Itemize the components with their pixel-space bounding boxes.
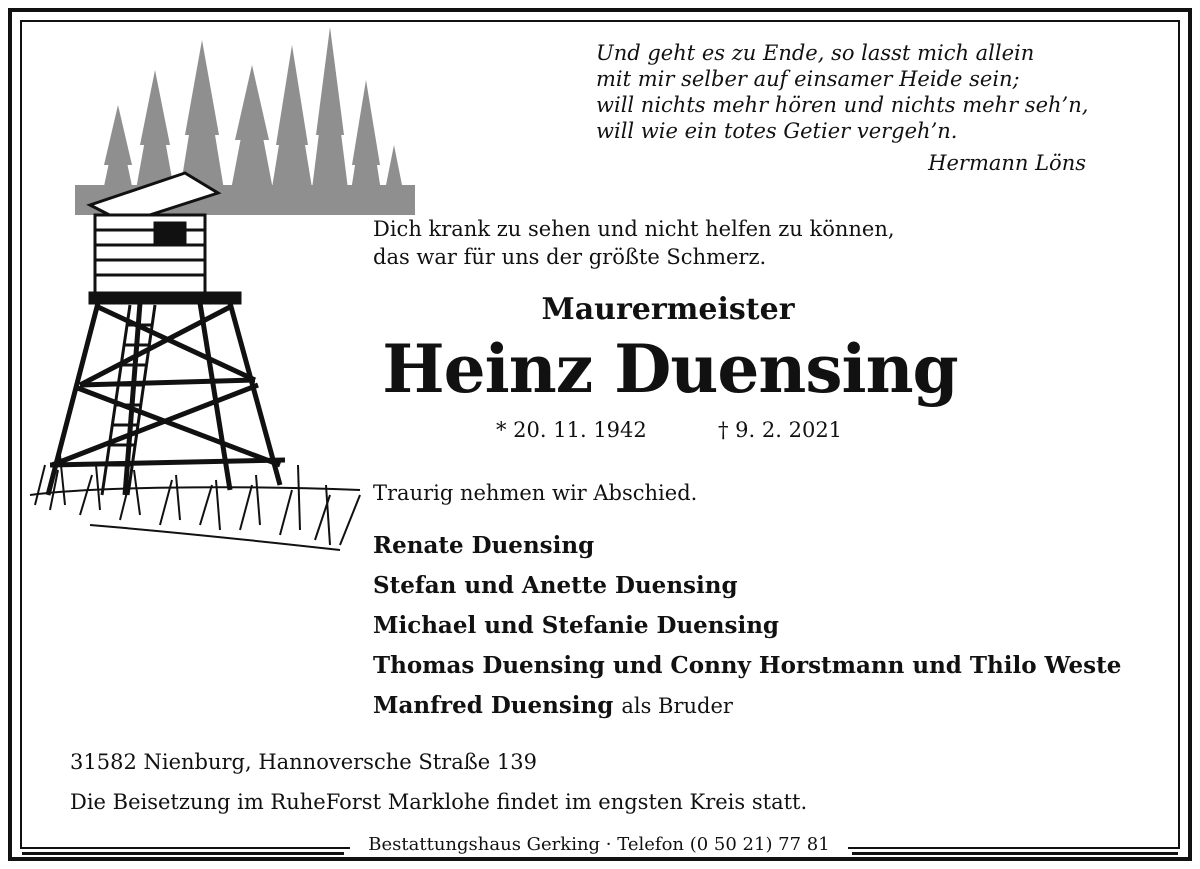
mourner-name: Manfred Duensing: [373, 692, 614, 719]
footer-divider-left: [22, 852, 344, 855]
mourners-list: [373, 526, 1121, 726]
mourner: [373, 566, 1121, 606]
mourner: [373, 526, 1121, 566]
intro-line-2: das war für uns der größte Schmerz.: [373, 245, 767, 269]
birth-date: * 20. 11. 1942: [496, 418, 647, 442]
mourner-name: Michael und Stefanie Duensing: [373, 612, 780, 639]
mourner-name: Thomas Duensing und Conny Horstmann und Thilo Weste: [373, 652, 1122, 679]
intro-text: [373, 215, 895, 271]
funeral-home-footer: Bestattungshaus Gerking · Telefon (0 50 21) 77 81: [350, 834, 848, 855]
footer-divider-right: [852, 852, 1178, 855]
poem-author: Hermann Löns: [928, 151, 1086, 175]
poem-line: mit mir selber auf einsamer Heide sein;: [596, 67, 1020, 91]
deceased-title: Maurermeister: [541, 292, 795, 327]
deceased-name: Heinz Duensing: [382, 330, 958, 408]
mourner: [373, 646, 1121, 686]
poem: [596, 40, 1116, 144]
intro-line-1: Dich krank zu sehen und nicht helfen zu können,: [373, 217, 895, 241]
mourner-relation: als Bruder: [621, 694, 733, 718]
poem-line: will wie ein totes Getier vergeh’n.: [596, 119, 958, 143]
funeral-note: Die Beisetzung im RuheForst Marklohe findet im engsten Kreis statt.: [70, 790, 808, 814]
address: 31582 Nienburg, Hannoversche Straße 139: [70, 750, 537, 774]
mourner-name: Stefan und Anette Duensing: [373, 572, 738, 599]
mourner-name: Renate Duensing: [373, 532, 595, 559]
mourner: [373, 606, 1121, 646]
poem-line: will nichts mehr hören und nichts mehr seh’n,: [596, 93, 1089, 117]
farewell-text: Traurig nehmen wir Abschied.: [373, 481, 698, 505]
hunting-tower-icon: [30, 25, 420, 555]
mourner: [373, 686, 1121, 726]
poem-line: Und geht es zu Ende, so lasst mich allein: [596, 41, 1035, 65]
death-date: † 9. 2. 2021: [718, 418, 843, 442]
